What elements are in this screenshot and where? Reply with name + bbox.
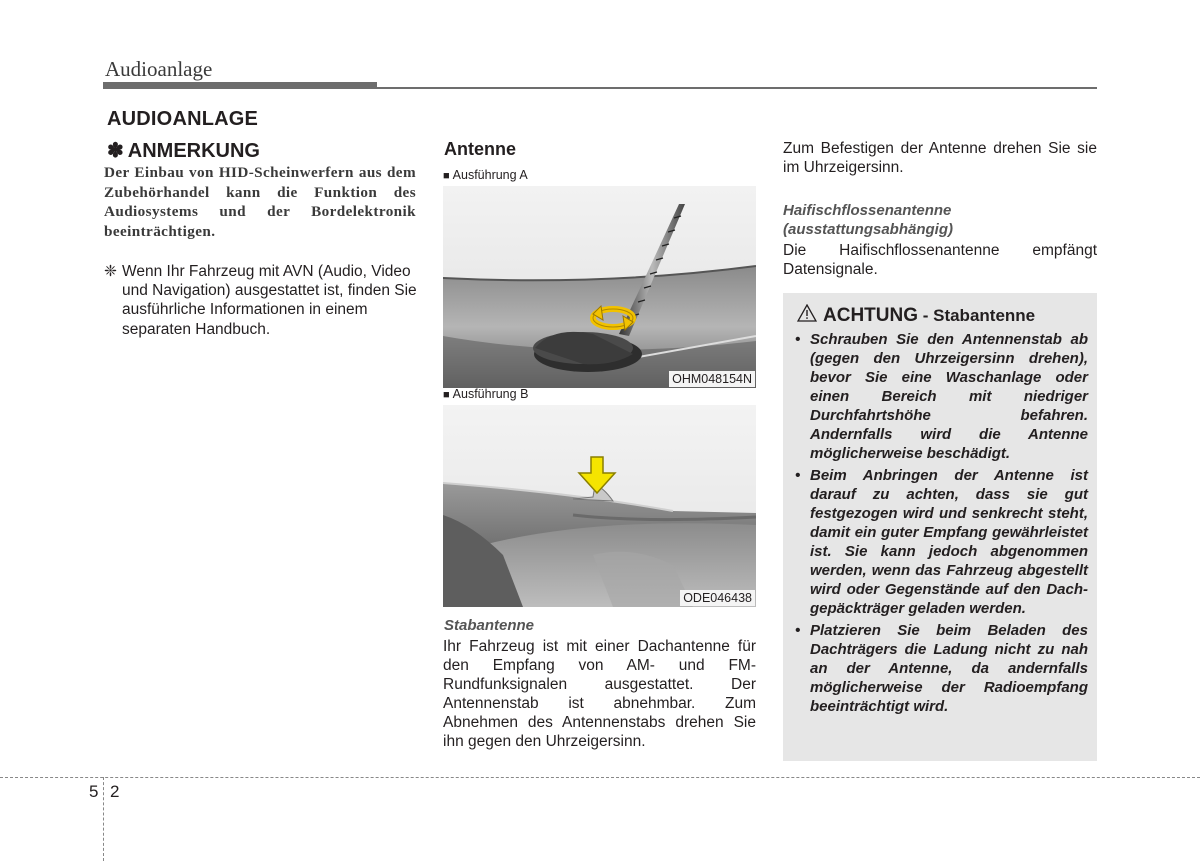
shark-heading-line1: Haifischflossenantenne — [783, 202, 952, 219]
figure-a — [443, 168, 756, 388]
warning-item-text: Beim Anbringen der Antenne ist darauf zu achten, dass sie gut festgezogen wird und senkrecht steht, damit ein guter Empfang gewährleistet ist. Sie kann jedoch abgenommen werden, wenn das Fahrzeug abgestellt wird oder Gegenstände auf den Dach-gepäckträger geladen werden. — [810, 467, 1088, 617]
footer-dashed-divider — [103, 777, 104, 861]
warning-title — [797, 304, 1035, 328]
chapter-number: 5 — [89, 782, 99, 801]
antenne-heading: Antenne — [444, 139, 516, 159]
warning-item-text: Schrauben Sie den Antennenstab ab (gegen den Uhrzeigersinn drehen), bevor Sie eine Waschanlage oder einen Bereich mit niedriger Durchfahrtshöhe befahren. Andernfalls wird die Antenne möglicherweise beschädigt. — [810, 331, 1088, 462]
square-bullet-icon: ■ — [443, 170, 450, 182]
note-star-icon: ✽ — [107, 140, 124, 162]
footer-dashed-rule — [0, 777, 1200, 778]
mount-instruction-text: Zum Befestigen der Antenne drehen Sie sie im Uhrzeigersinn. — [783, 140, 1097, 176]
warning-item — [793, 466, 1088, 618]
avn-mark-icon: ❈ — [104, 263, 117, 280]
running-header: Audioanlage — [105, 57, 213, 81]
warning-item — [793, 330, 1088, 463]
shark-heading-line2: (ausstattungsabhängig) — [783, 221, 954, 238]
warning-triangle-icon — [797, 304, 817, 328]
figure-a-label-text: Ausführung A — [452, 168, 528, 182]
section-heading: AUDIOANLAGE — [107, 108, 259, 130]
warning-box — [783, 293, 1097, 761]
warning-list — [793, 330, 1088, 719]
page-number: 2 — [110, 782, 120, 801]
square-bullet-icon: ■ — [443, 389, 450, 401]
note-text: Der Einbau von HID-Scheinwerfern aus dem Zubehörhandel kann die Funktion des Audiosystems und der Bordelektronik beeinträchtigen. — [104, 164, 416, 240]
figure-b-label-text: Ausführung B — [452, 387, 529, 401]
warning-subtitle: - Stabantenne — [918, 306, 1036, 326]
figure-b-label — [443, 387, 756, 405]
avn-note-text: Wenn Ihr Fahrzeug mit AVN (Audio, Video und Navigation) ausgestattet ist, finden Sie ausführliche Informationen in einem separaten Handbuch. — [122, 263, 417, 338]
figure-b — [443, 387, 756, 607]
shark-heading — [783, 201, 953, 239]
figure-a-code: OHM048154N — [669, 371, 755, 387]
figure-b-image — [443, 405, 756, 607]
note-heading-text: ANMERKUNG — [127, 140, 260, 162]
warning-item — [793, 621, 1088, 716]
warning-item-text: Platzieren Sie beim Beladen des Dachträgers die Ladung nicht zu nah an der Antenne, da andernfalls möglicherweise der Radioempfang beeinträchtigt wird. — [810, 622, 1088, 715]
stab-text: Ihr Fahrzeug ist mit einer Dachantenne für den Empfang von AM- und FM-Rundfunksignalen ausgestattet. Der Antennenstab ist abnehmbar. Zum Abnehmen des Antennenstabs drehen Sie ihn gegen den Uhrzeigersinn. — [443, 638, 756, 750]
warning-title-text: ACHTUNG — [823, 305, 918, 327]
header-rule-thick — [103, 82, 377, 89]
avn-note — [104, 262, 418, 339]
bullet: • — [795, 331, 801, 348]
figure-a-image — [443, 186, 756, 388]
shark-text: Die Haifischflossenantenne empfängt Datensignale. — [783, 242, 1097, 278]
stab-heading: Stabantenne — [444, 617, 535, 634]
figure-a-label — [443, 168, 756, 186]
note-heading — [107, 138, 260, 163]
bullet: • — [795, 467, 801, 484]
figure-b-code: ODE046438 — [680, 590, 755, 606]
rod-antenna-illustration — [443, 186, 756, 388]
bullet: • — [795, 622, 801, 639]
shark-fin-antenna-illustration — [443, 405, 756, 607]
header-rule-thin — [377, 87, 1097, 89]
